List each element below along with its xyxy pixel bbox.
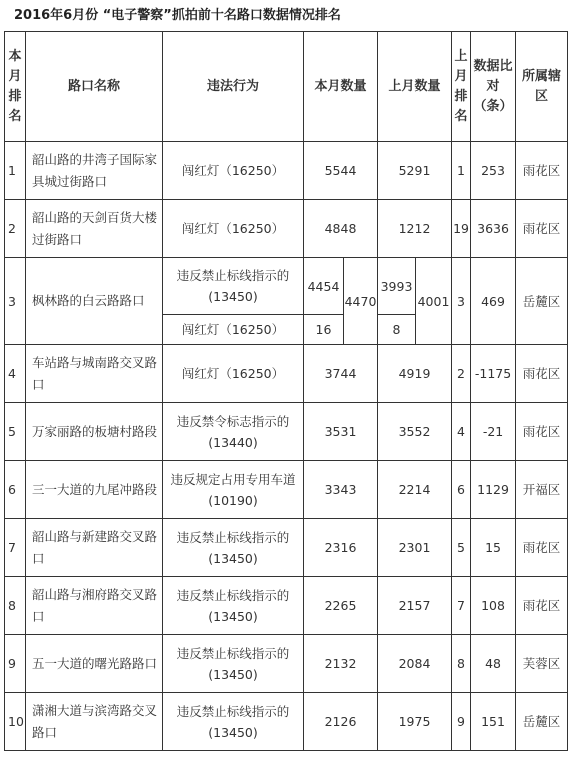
table-row: [5, 461, 568, 519]
last-month-count: 2214: [378, 461, 452, 519]
violation-cell: 违反禁令标志指示的(13440): [163, 403, 304, 461]
table-row: [5, 635, 568, 693]
table-row: [5, 693, 568, 751]
intersection-name: 韶山路的天剑百货大楼过街路口: [26, 200, 163, 258]
intersection-name: 车站路与城南路交叉路口: [26, 345, 163, 403]
rank-cell: 6: [5, 461, 26, 519]
intersection-name: 韶山路与新建路交叉路口: [26, 519, 163, 577]
violation-cell: 闯红灯（16250）: [163, 142, 304, 200]
last-month-count: 4919: [378, 345, 452, 403]
compare-cell: 15: [471, 519, 516, 577]
compare-cell: 253: [471, 142, 516, 200]
table-row: [5, 142, 568, 200]
table-row: [5, 403, 568, 461]
last-month-total: 4001: [416, 258, 452, 345]
table-row: [5, 519, 568, 577]
district-cell: 雨花区: [516, 142, 568, 200]
header-last-rank: 上月排名: [452, 32, 471, 142]
violation-cell: 闯红灯（16250）: [163, 200, 304, 258]
district-cell: 雨花区: [516, 519, 568, 577]
compare-cell: 3636: [471, 200, 516, 258]
last-rank-cell: 5: [452, 519, 471, 577]
last-month-sub-count: 8: [378, 315, 416, 345]
violation-cell: 闯红灯（16250）: [163, 315, 304, 345]
rank-cell: 10: [5, 693, 26, 751]
header-last-month: 上月数量: [378, 32, 452, 142]
this-month-total: 4470: [344, 258, 378, 345]
last-rank-cell: 19: [452, 200, 471, 258]
district-cell: 岳麓区: [516, 258, 568, 345]
district-cell: 雨花区: [516, 200, 568, 258]
last-rank-cell: 7: [452, 577, 471, 635]
violation-cell: 违反禁止标线指示的(13450): [163, 577, 304, 635]
this-month-count: 3343: [304, 461, 378, 519]
header-compare: 数据比对（条）: [471, 32, 516, 142]
header-violation: 违法行为: [163, 32, 304, 142]
last-rank-cell: 3: [452, 258, 471, 345]
intersection-name: 韶山路的井湾子国际家具城过街路口: [26, 142, 163, 200]
last-month-count: 3552: [378, 403, 452, 461]
intersection-name: 五一大道的曙光路路口: [26, 635, 163, 693]
rank-cell: 9: [5, 635, 26, 693]
violation-cell: 违反禁止标线指示的(13450): [163, 635, 304, 693]
table-row: [5, 258, 568, 315]
rank-cell: 5: [5, 403, 26, 461]
this-month-sub-count: 16: [304, 315, 344, 345]
header-rank: 本月排名: [5, 32, 26, 142]
violation-cell: 违反规定占用专用车道(10190): [163, 461, 304, 519]
this-month-count: 3744: [304, 345, 378, 403]
last-rank-cell: 4: [452, 403, 471, 461]
intersection-name: 枫林路的白云路路口: [26, 258, 163, 345]
last-rank-cell: 1: [452, 142, 471, 200]
intersection-name: 万家丽路的板塘村路段: [26, 403, 163, 461]
last-rank-cell: 9: [452, 693, 471, 751]
compare-cell: 151: [471, 693, 516, 751]
compare-cell: 108: [471, 577, 516, 635]
table-row: [5, 200, 568, 258]
compare-cell: -1175: [471, 345, 516, 403]
last-month-count: 1212: [378, 200, 452, 258]
header-row: [5, 32, 568, 142]
header-this-month: 本月数量: [304, 32, 378, 142]
this-month-count: 5544: [304, 142, 378, 200]
district-cell: 开福区: [516, 461, 568, 519]
rank-cell: 7: [5, 519, 26, 577]
intersection-name: 三一大道的九尾冲路段: [26, 461, 163, 519]
page-title: 2016年6月份 “电子警察”抓拍前十名路口数据情况排名: [14, 8, 341, 23]
rank-cell: 2: [5, 200, 26, 258]
last-month-count: 5291: [378, 142, 452, 200]
rank-cell: 3: [5, 258, 26, 345]
district-cell: 雨花区: [516, 403, 568, 461]
last-month-count: 2084: [378, 635, 452, 693]
last-rank-cell: 8: [452, 635, 471, 693]
this-month-count: 2265: [304, 577, 378, 635]
violation-cell: 违反禁止标线指示的(13450): [163, 519, 304, 577]
last-month-sub-count: 3993: [378, 258, 416, 315]
last-month-count: 2301: [378, 519, 452, 577]
this-month-sub-count: 4454: [304, 258, 344, 315]
header-district: 所属辖区: [516, 32, 568, 142]
last-month-count: 2157: [378, 577, 452, 635]
ranking-table: [4, 31, 568, 751]
compare-cell: 48: [471, 635, 516, 693]
header-name: 路口名称: [26, 32, 163, 142]
this-month-count: 4848: [304, 200, 378, 258]
violation-cell: 闯红灯（16250）: [163, 345, 304, 403]
last-rank-cell: 2: [452, 345, 471, 403]
intersection-name: 潇湘大道与滨湾路交叉路口: [26, 693, 163, 751]
district-cell: 芙蓉区: [516, 635, 568, 693]
last-rank-cell: 6: [452, 461, 471, 519]
table-row: [5, 345, 568, 403]
last-month-count: 1975: [378, 693, 452, 751]
this-month-count: 3531: [304, 403, 378, 461]
compare-cell: -21: [471, 403, 516, 461]
district-cell: 雨花区: [516, 345, 568, 403]
this-month-count: 2126: [304, 693, 378, 751]
rank-cell: 4: [5, 345, 26, 403]
district-cell: 岳麓区: [516, 693, 568, 751]
rank-cell: 8: [5, 577, 26, 635]
this-month-count: 2132: [304, 635, 378, 693]
district-cell: 雨花区: [516, 577, 568, 635]
violation-cell: 违反禁止标线指示的(13450): [163, 693, 304, 751]
intersection-name: 韶山路与湘府路交叉路口: [26, 577, 163, 635]
this-month-count: 2316: [304, 519, 378, 577]
rank-cell: 1: [5, 142, 26, 200]
violation-cell: 违反禁止标线指示的(13450): [163, 258, 304, 315]
compare-cell: 469: [471, 258, 516, 345]
compare-cell: 1129: [471, 461, 516, 519]
table-row: [5, 577, 568, 635]
